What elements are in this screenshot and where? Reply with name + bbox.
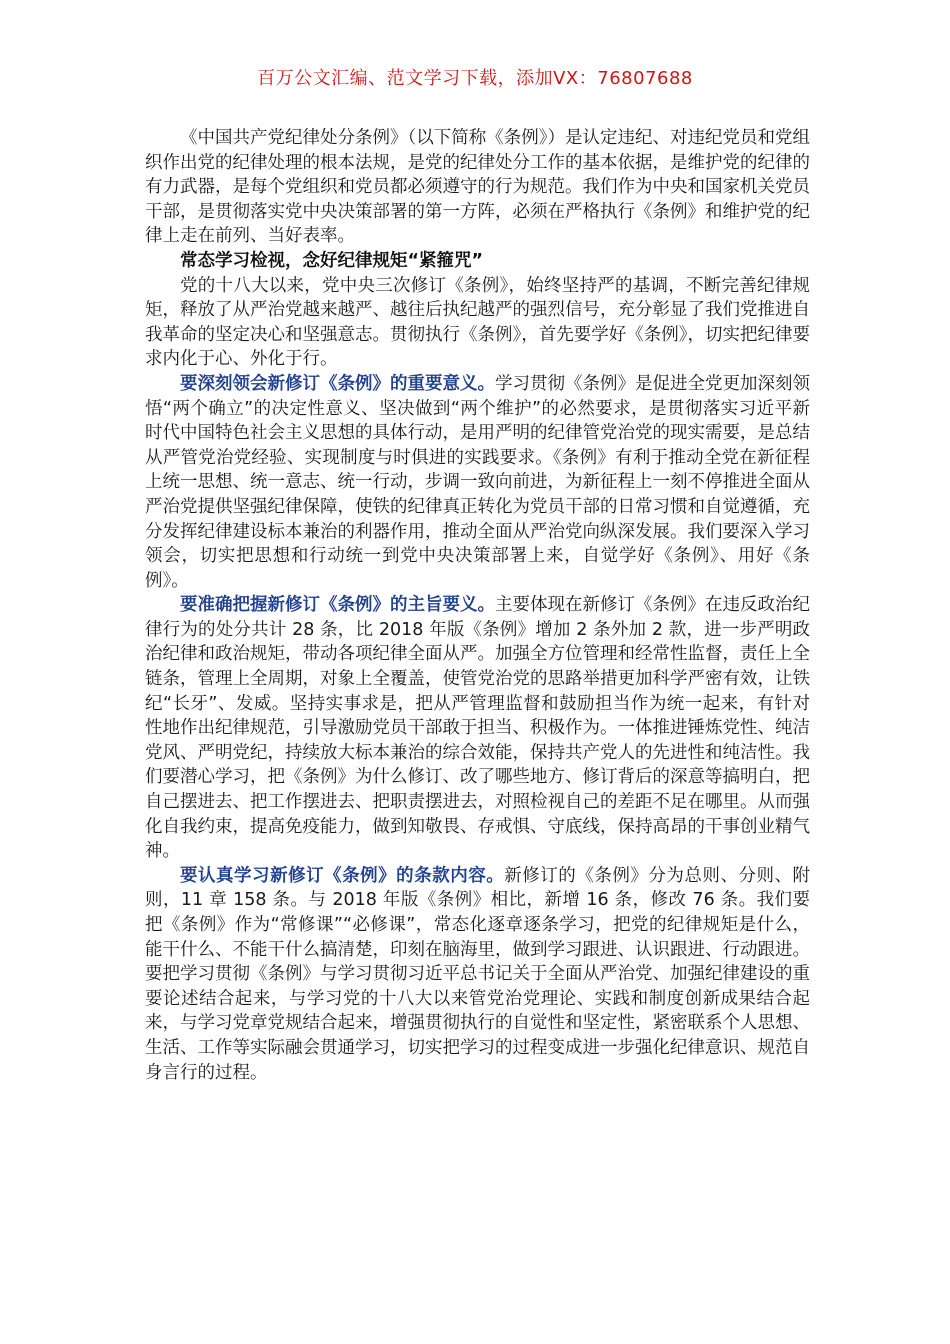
- watermark-banner: 百万公文汇编、范文学习下载，添加VX：76807688: [257, 68, 693, 89]
- point-lead-1: 要深刻领会新修订《条例》的重要意义。: [180, 373, 495, 394]
- point-body-3: 新修订的《条例》分为总则、分则、附则，11 章 158 条。与 2018 年版《条例》相比，新增 16 条，修改 76 条。我们要把《条例》作为“常修课”“必修课”，常态化逐章逐条学习，把党的纪律规矩是什么，能干什么、不能干什么搞清楚，印刻在脑海里，做到学习跟进、认识跟进、行动跟进。要把学习贯彻《条例》与学习贯彻习近平总书记关于全面从严治党、加强纪律建设的重要论述结合起来，与学习党的十八大以来管党治党理论、实践和制度创新成果结合起来，与学习党章党规结合起来，增强贯彻执行的自觉性和坚定性，紧密联系个人思想、生活、工作等实际融会贯通学习，切实把学习的过程变成进一步强化纪律意识、规范自身言行的过程。: [145, 865, 810, 1083]
- point-lead-3: 要认真学习新修订《条例》的条款内容。: [180, 865, 505, 886]
- intro-paragraph: 《中国共产党纪律处分条例》（以下简称《条例》）是认定违纪、对违纪党员和党组织作出党的纪律处理的根本法规，是党的纪律处分工作的基本依据，是维护党的纪律的有力武器，是每个党组织和党员都必须遵守的行为规范。我们作为中央和国家机关党员干部，是贯彻落实党中央决策部署的第一方阵，必须在严格执行《条例》和维护党的纪律上走在前列、当好表率。: [145, 128, 810, 247]
- section-intro-paragraph: 党的十八大以来，党中央三次修订《条例》，始终坚持严的基调，不断完善纪律规矩，释放了从严治党越来越严、越往后执纪越严的强烈信号，充分彰显了我们党推进自我革命的坚定决心和坚强意志。贯彻执行《条例》，首先要学好《条例》，切实把纪律要求内化于心、外化于行。: [145, 275, 810, 370]
- point-body-1: 学习贯彻《条例》是促进全党更加深刻领悟“两个确立”的决定性意义、坚决做到“两个维护”的必然要求，是贯彻落实习近平新时代中国特色社会主义思想的具体行动，是用严明的纪律管党治党的现实需要，是总结从严管党治党经验、实现制度与时俱进的实践要求。《条例》有利于推动全党在新征程上统一思想、统一意志、统一行动，步调一致向前进，为新征程上一刻不停推进全面从严治党提供坚强纪律保障，使铁的纪律真正转化为党员干部的日常习惯和自觉遵循，充分发挥纪律建设标本兼治的利器作用，推动全面从严治党向纵深发展。我们要深入学习领会，切实把思想和行动统一到党中央决策部署上来，自觉学好《条例》、用好《条例》。: [145, 373, 810, 591]
- point-paragraph-3: [145, 864, 810, 1085]
- point-body-2: 主要体现在新修订《条例》在违反政治纪律行为的处分共计 28 条，比 2018 年版《条例》增加 2 条外加 2 款，进一步严明政治纪律和政治规矩，带动各项纪律全面从严。加强全方位管理和经常性监督，责任上全链条，管理上全周期，对象上全覆盖，使管党治党的思路举措更加科学严密有效，让铁纪“长牙”、发威。坚持实事求是，把从严管理监督和鼓励担当作为统一起来，有针对性地作出纪律规范，引导激励党员干部敢于担当、积极作为。一体推进锤炼党性、纯洁党风、严明党纪，持续放大标本兼治的综合效能，保持共产党人的先进性和纯洁性。我们要潜心学习，把《条例》为什么修订、改了哪些地方、修订背后的深意等搞明白，把自己摆进去、把工作摆进去、把职责摆进去，对照检视自己的差距不足在哪里。从而强化自我约束，提高免疫能力，做到知敬畏、存戒惧、守底线，保持高昂的干事创业精气神。: [145, 595, 810, 862]
- section-heading: 常态学习检视，念好纪律规矩“紧箍咒”: [180, 250, 484, 271]
- point-paragraph-1: [145, 372, 810, 593]
- document-body: [145, 126, 810, 1085]
- point-paragraph-2: [145, 593, 810, 864]
- point-lead-2: 要准确把握新修订《条例》的主旨要义。: [180, 595, 495, 616]
